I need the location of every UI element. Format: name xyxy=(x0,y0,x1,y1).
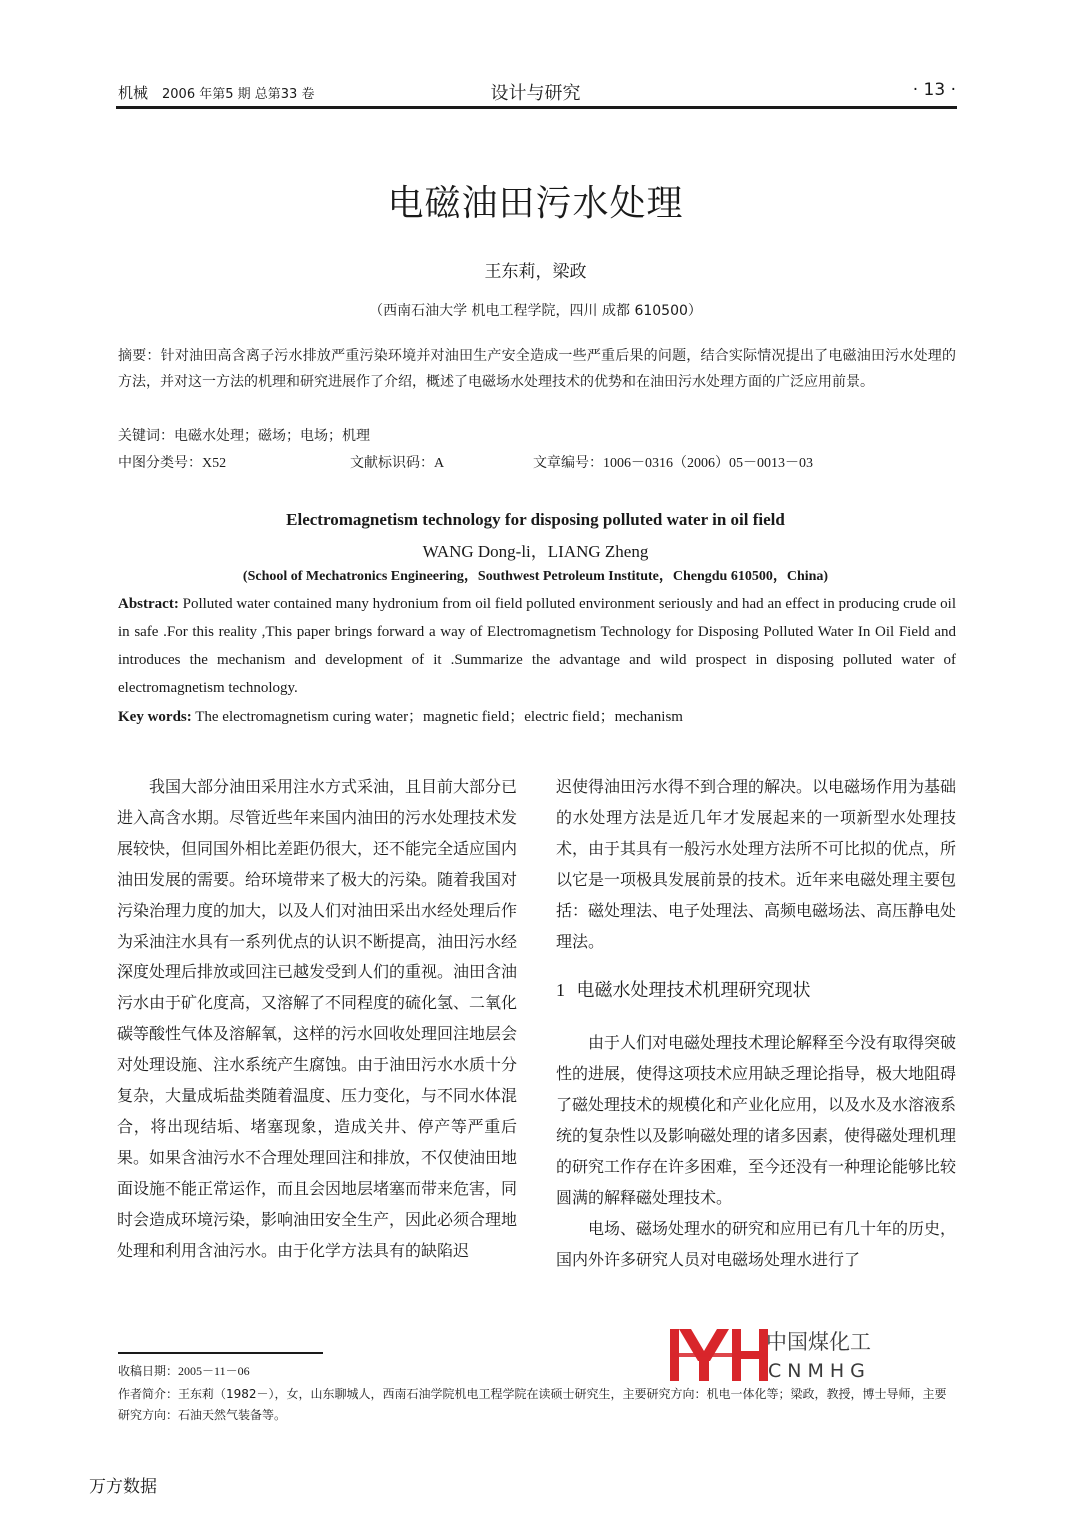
body-paragraph: 电场、磁场处理水的研究和应用已有几十年的历史，国内外许多研究人员对电磁场处理水进行了 xyxy=(556,1218,957,1269)
section-title: 电磁水处理技术机理研究现状 xyxy=(576,980,811,1002)
english-abstract-text: Polluted water contained many hydronium from oil field polluted environment seriously and had an effect in producing crude oil in safe .For this reality ,This paper brings forward a way of Electromagnetism Technology for Disposing Polluted Water In Oil Field and introduces the mechanism and development of it .Summarize the advantage and wild prospect in disposing polluted water of electromagnetism technology. xyxy=(118,596,957,696)
chinese-keywords: 关键词：电磁水处理；磁场；电场；机理 xyxy=(118,428,370,444)
received-value: 2005－11－06 xyxy=(178,1364,250,1378)
english-title: Electromagnetism technology for disposing polluted water in oil field xyxy=(286,510,785,529)
classification-label: 中图分类号： xyxy=(118,455,202,471)
watermark-en-text: CNMHG xyxy=(768,1360,871,1382)
section-number: 1 xyxy=(556,980,565,1001)
document-code-value: A xyxy=(434,456,445,471)
keywords-label: Key words: xyxy=(118,709,192,725)
affiliation: （西南石油大学 机电工程学院，四川 成都 610500） xyxy=(369,303,702,319)
watermark-logo xyxy=(670,1327,880,1385)
issue-info: 2006 年第5 期 总第33 卷 xyxy=(162,87,315,102)
section-name: 设计与研究 xyxy=(490,83,581,104)
author-bio: 作者简介：王东莉（1982－），女，山东聊城人，西南石油学院机电工程学院在读硕士研究生，主要研究方向：机电一体化等；梁政，教授，博士导师，主要研究方向：石油天然气装备等。 xyxy=(118,1387,947,1422)
chinese-abstract: 摘要：针对油田高含离子污水排放严重污染环境并对油田生产安全造成一些严重后果的问题，结合实际情况提出了电磁油田污水处理的方法，并对这一方法的机理和研究进展作了介绍，概述了电磁场水处理技术的优势和在油田污水处理方面的广泛应用前景。 xyxy=(118,348,956,390)
classification-number xyxy=(118,452,226,472)
header-divider xyxy=(116,106,957,109)
article-number-label: 文章编号： xyxy=(533,455,603,471)
document-code xyxy=(350,452,444,472)
english-authors: WANG Dong-li，LIANG Zheng xyxy=(422,542,649,561)
document-code-label: 文献标识码： xyxy=(350,455,434,471)
body-column-right xyxy=(556,772,956,1276)
page-number: · 13 · xyxy=(912,80,956,100)
watermark-cn-text: 中国煤化工 xyxy=(766,1330,871,1354)
body-paragraph: 由于人们对电磁处理技术理论解释至今没有取得突破性的进展，使得这项技术应用缺乏理论指导，极大地阻碍了磁处理技术的规模化和产业化应用，以及水及水溶液系统的复杂性以及影响磁处理的诸多因素，使得磁处理机理的研究工作存在许多困难，至今还没有一种理论能够比较圆满的解释磁处理技术。 xyxy=(556,1033,957,1207)
footnote-divider xyxy=(118,1352,323,1354)
english-abstract xyxy=(118,590,956,702)
received-label: 收稿日期： xyxy=(118,1364,179,1378)
journal-name: 机械 xyxy=(118,84,149,102)
author-list: 王东莉，梁政 xyxy=(484,262,587,282)
classification-value: X52 xyxy=(202,456,227,471)
received-date xyxy=(118,1362,250,1379)
section-heading xyxy=(556,975,956,1006)
body-column-left xyxy=(117,772,517,1267)
body-paragraph: 迟使得油田污水得不到合理的解决。以电磁场作用为基础的水处理方法是近几年才发展起来的一项新型水处理技术，由于其具有一般污水处理方法所不可比拟的优点，所以它是一项极具发展前景的技术。近年来电磁处理主要包括：磁处理法、电子处理法、高频电磁场法、高压静电处理法。 xyxy=(556,777,957,951)
body-paragraph: 我国大部分油田采用注水方式采油，且目前大部分已进入高含水期。尽管近些年来国内油田的污水处理技术发展较快，但同国外相比差距仍很大，还不能完全适应国内油田发展的需要。给环境带来了极大的污染。随着我国对污染治理力度的加大，以及人们对油田采出水经处理后作为采油注水具有一系列优点的认识不断提高，油田污水经深度处理后排放或回注已越发受到人们的重视。油田含油污水由于矿化度高，又溶解了不同程度的硫化氢、二氧化碳等酸性气体及溶解氧，这样的污水回收处理回注地层会对处理设施、注水系统产生腐蚀。由于油田污水水质十分复杂，大量成垢盐类随着温度、压力变化，与不同水体混合，将出现结垢、堵塞现象，造成关井、停产等严重后果。如果含油污水不合理处理回注和排放，不仅使油田地面设施不能正常运作，而且会因地层堵塞而带来危害，同时会造成环境污染，影响油田安全生产，因此必须合理地处理和利用含油污水。由于化学方法具有的缺陷迟 xyxy=(117,777,518,1260)
article-number xyxy=(533,452,813,472)
english-affiliation: (School of Mechatronics Engineering，Southwest Petroleum Institute，Chengdu 610500，China) xyxy=(242,569,829,584)
article-number-value: 1006－0316（2006）05－0013－03 xyxy=(603,456,813,471)
watermark-logo-icon xyxy=(670,1327,880,1385)
english-keywords-text: The electromagnetism curing water；magnetic field；electric field；mechanism xyxy=(195,709,683,725)
footer-source: 万方数据 xyxy=(89,1477,157,1497)
english-keywords xyxy=(118,705,683,726)
paper-title: 电磁油田污水处理 xyxy=(387,183,684,224)
abstract-label: Abstract: xyxy=(118,596,179,612)
